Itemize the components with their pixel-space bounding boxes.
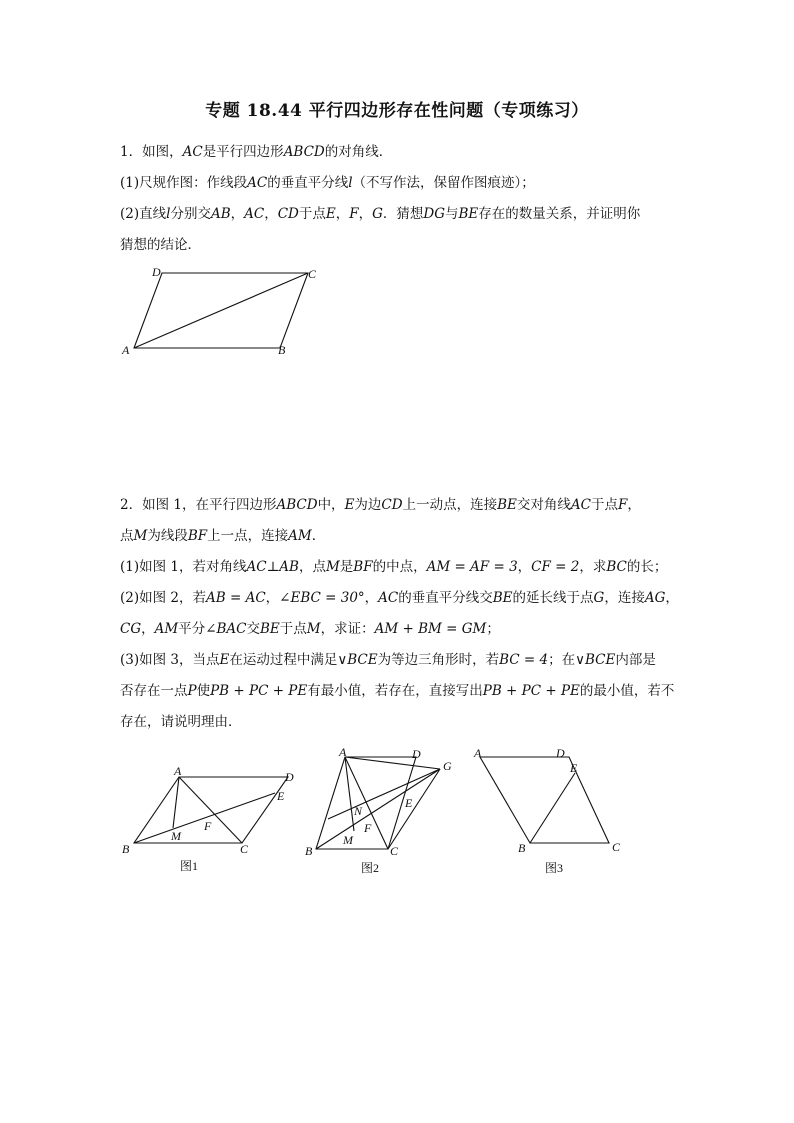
fig1-diagonal-ac [179,777,242,843]
fig2-caption: 图2 [361,861,380,875]
fig2-label-f: F [364,821,372,835]
q2-line-2: 点M为线段BF上一点，连接AM． [120,528,326,544]
fig1-label-m: M [171,829,181,843]
q2-line-1: 2．如图 1，在平行四边形ABCD中，E为边CD上一动点，连接BE交对角线AC于点F， [120,497,641,513]
q2-figure-2 [298,745,468,880]
q2-line-8: 存在，请说明理由． [120,714,242,730]
fig1-caption: 图1 [180,859,199,873]
fig2-label-c: C [390,844,399,858]
fig3-label-b: B [518,841,526,855]
fig2-label-b: B [305,844,313,858]
q1-line-3: (2)直线l分别交AB，AC，CD于点E，F，G．猜想DG与BE存在的数量关系，并证明你 [120,206,641,222]
q2-line-6: (3)如图 3，当点E在运动过程中满足∨BCE为等边三角形时，若BC = 4；在∨BCE内部是 [120,652,656,668]
q1-line-1: 1．如图，AC是平行四边形ABCD的对角线． [120,144,393,160]
fig2-label-g: G [443,759,452,773]
fig2-segment-ag [345,757,440,769]
q2-figure-3 [468,745,638,880]
fig3-label-e: E [570,761,578,775]
q2-line-7: 否存在一点P使PB + PC + PE有最小值，若存在，直接写出PB + PC + PE的最小值，若不 [120,683,675,699]
label-c: C [308,267,317,281]
q1-line-2: (1)尺规作图：作线段AC的垂直平分线l（不写作法，保留作图痕迹）； [120,175,535,191]
fig3-label-c: C [612,840,621,854]
q1-line-4: 猜想的结论． [120,237,201,253]
fig2-label-n: N [354,804,363,818]
q2-line-4: (2)如图 2，若AB = AC，∠EBC = 30°，AC的垂直平分线交BE的延长线于点G，连接AG， [120,590,679,606]
fig2-segment-bg [316,769,440,849]
fig1-label-c: C [240,842,249,856]
fig2-label-d: D [412,747,421,761]
fig1-label-b: B [122,842,130,856]
fig3-parallelogram [480,757,609,843]
page-title: 专题 18.44 平行四边形存在性问题（专项练习） [205,101,589,121]
fig1-label-a: A [174,764,182,778]
label-a: A [122,343,130,357]
fig2-label-m: M [343,833,353,847]
q1-figure [118,262,328,362]
fig3-caption: 图3 [545,861,564,875]
fig2-segment-am [345,757,354,831]
fig1-segment-be [134,793,275,843]
fig1-label-e: E [277,789,285,803]
fig2-label-e: E [405,796,413,810]
fig1-label-d: D [285,770,294,784]
fig3-label-d: D [556,746,565,760]
q2-figure-1 [118,760,308,880]
label-b: B [278,343,286,357]
q2-line-5: CG，AM平分∠BAC交BE于点M，求证：AM + BM = GM； [120,621,500,637]
fig1-label-f: F [204,819,212,833]
fig3-label-a: A [474,746,482,760]
diagonal-ac [134,273,308,348]
q2-line-3: (1)如图 1，若对角线AC⊥AB，点M是BF的中点，AM = AF = 3，CF = 2，求BC的长； [120,559,668,575]
fig3-segment-be [530,773,575,843]
fig2-label-a: A [339,745,347,759]
label-d: D [152,265,161,279]
